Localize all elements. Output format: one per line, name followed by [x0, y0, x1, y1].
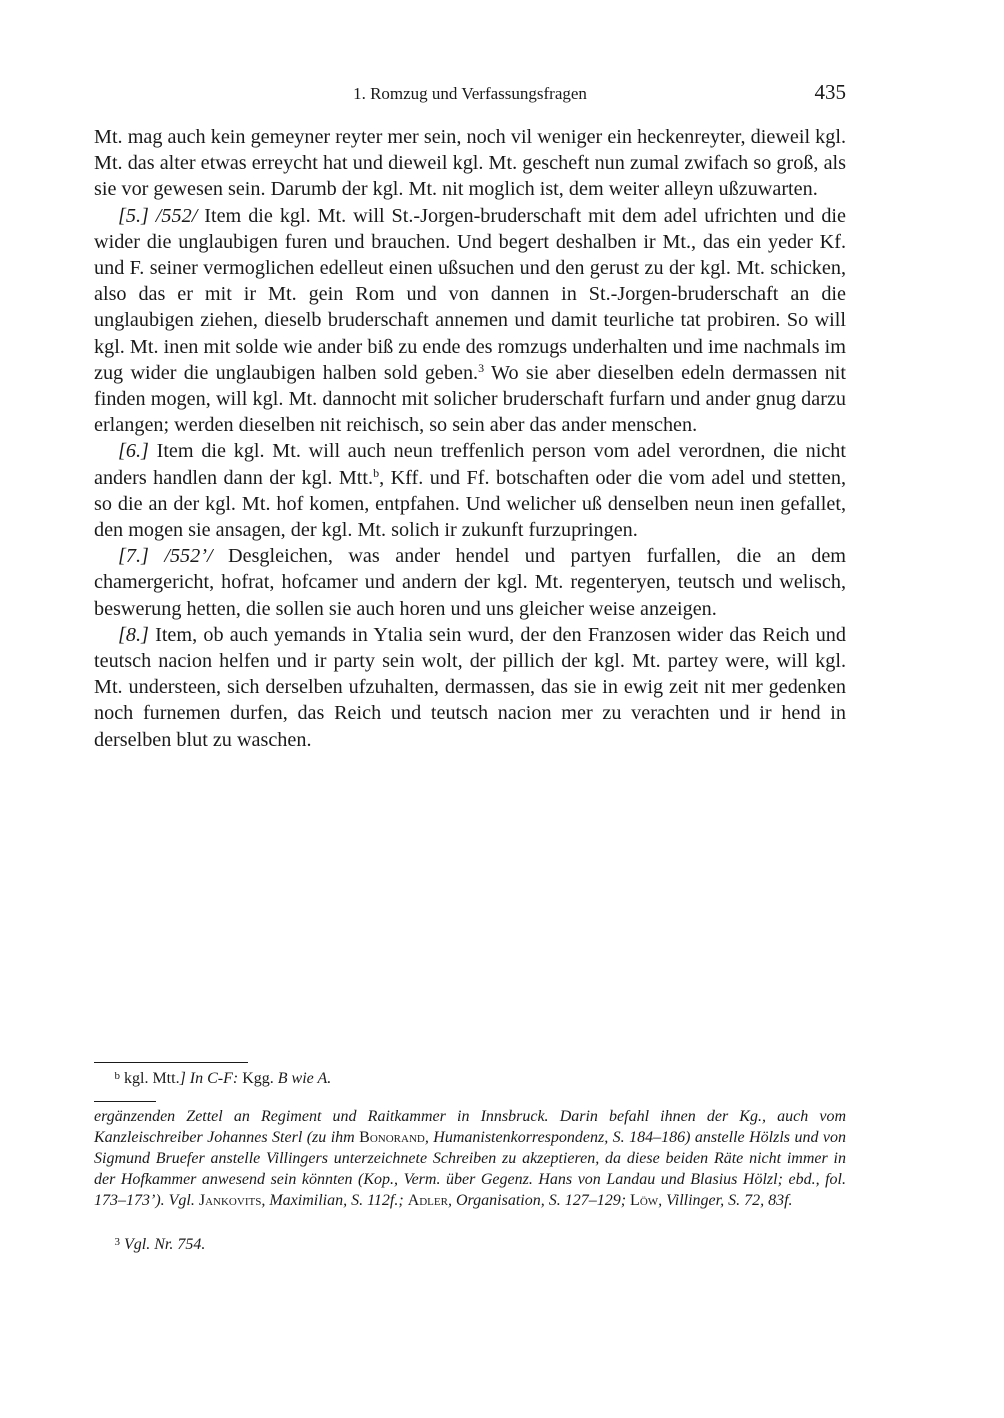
- author-name: Jankovits: [198, 1192, 262, 1209]
- section-mark-8: [8.]: [118, 623, 149, 646]
- page: [94, 80, 846, 753]
- footnote-ref-3: 3: [478, 360, 485, 375]
- footnote-divider: [94, 1062, 248, 1063]
- page-number: 435: [814, 80, 846, 104]
- running-header: [94, 80, 846, 108]
- running-title: 1. Romzug und Verfassungsfragen: [353, 84, 587, 103]
- paragraph-5: [5.] /552/ Item die kgl. Mt. will St.-Jorgen-bruderschaft mit dem adel ufrichten und die wider die unglaubigen furen und brauchen. Und begert deshalben ir Mt., das ein yeder Kf. und F. seiner vermoglichen edelleut einen ußsuchen und den gerust zu der kgl. Mt. schicken, also das er mit ir Mt. gein Rom und von dannen in St.-Jorgen-bruderschaft an die unglaubigen ziehen, dieselb bruderschaft annemen und damit teurliche tat probiren. So will kgl. Mt. inen mit solde wie ander biß zu ende des romzugs underhalten und ime nachmals im zug wider die unglaubigen halben sold geben.$^3$ Wo sie aber dieselben edeln dermassen nit finden mogen, will kgl. Mt. dannocht mit solicher bruderschaft furfarn und ander gnug darzu erlangen; werden dieselben nit reichisch, so sein aber das ander menschen.: [94, 204, 847, 437]
- paragraph-continuation: Mt. mag auch kein gemeyner reyter mer sein, noch vil weniger ein heckenreyter, dieweil kgl. Mt. das alter etwas erreycht hat und dieweil kgl. Mt. gescheft nun zumal zwifach so groß, als sie vor gewesen sein. Darumb der kgl. Mt. nit moglich ist, dem weiter alleyn ußzuwarten.: [94, 126, 846, 201]
- footnote-ref-b: b: [373, 465, 380, 480]
- section-mark-7: [7.] /552’/: [118, 545, 213, 568]
- footnote-b: b kgl. Mtt.] In C-F: Kgg. B wie A.: [94, 1066, 846, 1089]
- section-mark-5: [5.] /552/: [118, 204, 198, 227]
- paragraph-6: [6.] Item die kgl. Mt. will auch neun treffenlich person vom adel verordnen, die nicht anders handlen dann der kgl. Mtt.$^b$, Kff. und Ff. botschaften oder die vom adel und stetten, so die an der kgl. Mt. hof komen, entpfahen. Und welicher uß denselben neun inen gefallet, den mogen sie ansagen, der kgl. Mt. solich ir zukunft furzupringen.: [94, 440, 846, 542]
- footnote-continuation: ergänzenden Zettel an Regiment und Raitkammer in Innsbruck. Darin befahl ihnen der Kg., auch vom Kanzleischreiber Johannes Sterl (zu ihm Bonorand, Humanistenkorrespondenz, S. 184–186) anstelle Hölzls und von Sigmund Bruefer anstelle Villingers unterzeichnete Schreiben zu akzeptieren, da diese beiden Räte nicht immer in der Hofkammer anwesend sein könnten (Kop., Verm. über Gegenz. Hans von Landau und Blasius Hölzl; ebd., fol. 173–173’). Vgl. Jankovits, Maximilian, S. 112f.; Adler, Organisation, S. 127–129; Löw, Villinger, S. 72, 83f.: [94, 1108, 846, 1209]
- footnote-3-marker: 3: [114, 1236, 120, 1248]
- footnote-b-marker: b: [114, 1070, 120, 1082]
- author-name: Löw: [630, 1192, 659, 1209]
- paragraph-8: [8.] Item, ob auch yemands in Ytalia sein wurd, der den Franzosen wider das Reich und teutsch nacion helfen und ir party sein wolt, der pillich der kgl. Mt. partey were, will kgl. Mt. understeen, sich derselben ufzuhalten, dermassen, das sie in ewig zeit nit mer gedenken noch furnemen durfen, das Reich und teutsch nacion mer zu verachten und ir hend in derselben blut zu waschen.: [94, 623, 846, 751]
- paragraph-7: [7.] /552’/ Desgleichen, was ander hendel und partyen furfallen, die an dem chamergericht, hofrat, hofcamer und andern der kgl. Mt. regenteryen, teutsch und welisch, beswerung hetten, die sollen sie auch horen und uns gleicher weise anzeigen.: [94, 545, 847, 620]
- footnote-divider-short: [94, 1101, 156, 1102]
- footnote-3: 3 Vgl. Nr. 754.: [94, 1232, 846, 1255]
- author-name: Adler: [407, 1192, 448, 1209]
- section-mark-6: [6.]: [118, 440, 149, 463]
- main-text: [94, 124, 846, 753]
- author-name: Bonorand: [359, 1129, 425, 1146]
